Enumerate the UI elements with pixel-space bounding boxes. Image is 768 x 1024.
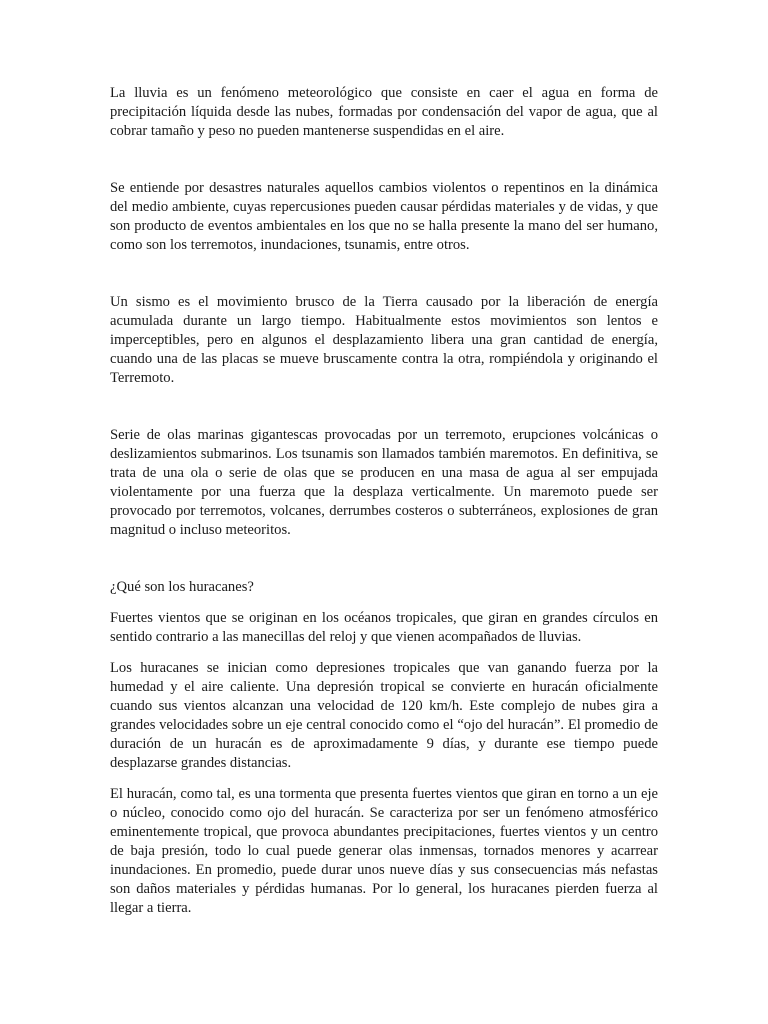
paragraph-huracan-caracteristicas: El huracán, como tal, es una tormenta que presenta fuertes vientos que giran en torno a un eje o núcleo, conocido como ojo del huracán. Se caracteriza por ser un fenómeno atmosférico eminentemente tropical, que provoca abundantes precipitaciones, fuertes vientos y un centro de baja presión, todo lo cual puede generar olas inmensas, tornados menores y acarrear inundaciones. En promedio, puede durar unos nueve días y sus consecuencias más nefastas son daños materiales y pérdidas humanas. Por lo general, los huracanes pierden fuerza al llegar a tierra. (110, 786, 658, 916)
paragraph-huracanes-formacion: Los huracanes se inician como depresiones tropicales que van ganando fuerza por la humedad y el aire caliente. Una depresión tropical se convierte en huracán oficialmente cuando sus vientos alcanzan una velocidad de 120 km/h. Este complejo de nubes gira a grandes velocidades sobre un eje central conocido como el “ojo del huracán”. El promedio de duración de un huracán es de aproximadamente 9 días, y durante ese tiempo puede desplazarse grandes distancias. (110, 660, 658, 771)
heading-huracanes: ¿Qué son los huracanes? (110, 579, 254, 595)
paragraph-huracanes-definicion: Fuertes vientos que se originan en los océanos tropicales, que giran en grandes círculos en sentido contrario a las manecillas del reloj y que vienen acompañados de lluvias. (110, 610, 658, 645)
paragraph-desastres-naturales: Se entiende por desastres naturales aquellos cambios violentos o repentinos en la dinámica del medio ambiente, cuyas repercusiones pueden causar pérdidas materiales y de vidas, y que son producto de eventos ambientales en los que no se halla presente la mano del ser humano, como son los terremotos, inundaciones, tsunamis, entre otros. (110, 180, 658, 253)
paragraph-lluvia: La lluvia es un fenómeno meteorológico que consiste en caer el agua en forma de precipitación líquida desde las nubes, formadas por condensación del vapor de agua, que al cobrar tamaño y peso no pueden mantenerse suspendidas en el aire. (110, 85, 658, 139)
paragraph-sismo: Un sismo es el movimiento brusco de la Tierra causado por la liberación de energía acumulada durante un largo tiempo. Habitualmente estos movimientos son lentos e imperceptibles, pero en algunos el desplazamiento libera una gran cantidad de energía, cuando una de las placas se mueve bruscamente contra la otra, rompiéndola y originando el Terremoto. (110, 294, 658, 386)
paragraph-tsunamis: Serie de olas marinas gigantescas provocadas por un terremoto, erupciones volcánicas o deslizamientos submarinos. Los tsunamis son llamados también maremotos. En definitiva, se trata de una ola o serie de olas que se producen en una masa de agua al ser empujada violentamente por una fuerza que la desplaza verticalmente. Un maremoto puede ser provocado por terremotos, volcanes, derrumbes costeros o subterráneos, explosiones de gran magnitud o incluso meteoritos. (110, 427, 658, 538)
document-page (110, 84, 658, 918)
